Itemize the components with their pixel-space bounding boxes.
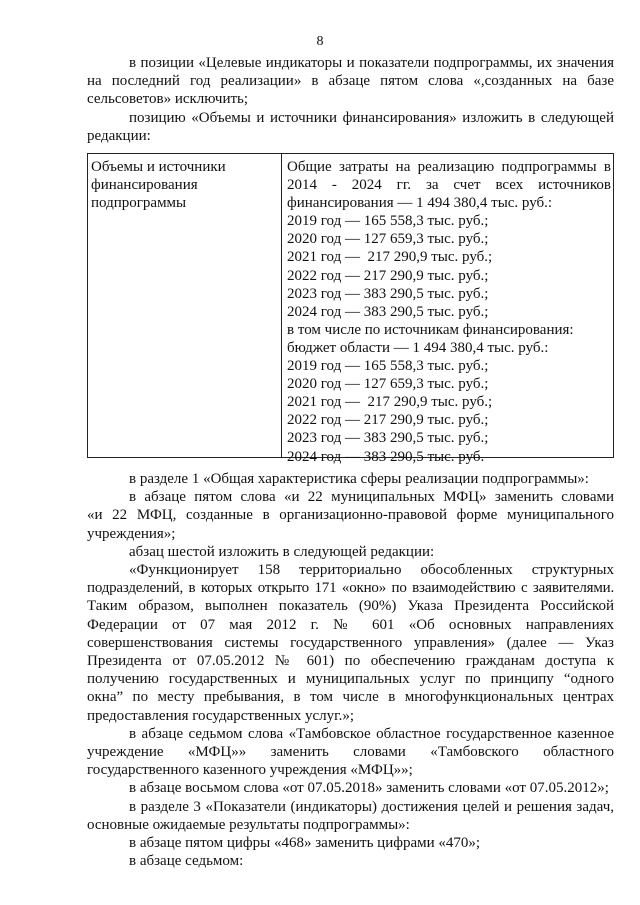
year-total-line: 2021 год — 217 290,9 тыс. руб.;: [287, 249, 493, 266]
total-cost-line: Общие затраты на реализацию подпрограммы в: [287, 159, 611, 175]
intro-paragraph-1-line-2: на последний год реализации» в абзаце пятом слова «,созданных на базе: [87, 73, 614, 90]
intro-paragraph-1-line-1: в позиции «Целевые индикаторы и показатели подпрограммы, их значения: [129, 55, 614, 71]
quote-line: подразделений, в которых открыто 171 «окно» по взаимодействию с заявителями.: [87, 580, 614, 597]
table-column-divider: [281, 154, 282, 457]
body-block: [87, 470, 614, 870]
year-total-line: 2020 год — 127 659,3 тыс. руб.;: [287, 231, 489, 248]
par7-line-3: государственного казенного учреждения «МФЦ»»;: [87, 762, 413, 779]
quote-line: окна” по месту пребывания, в том числе в многофункциональных центрах: [87, 689, 614, 706]
year-regional-line: 2020 год — 127 659,3 тыс. руб.;: [287, 376, 489, 393]
section3-line-2: основные ожидаемые результаты подпрограммы»:: [87, 816, 410, 833]
left-cell-line: финансирования: [91, 177, 198, 194]
par8-line: в абзаце восьмом слова «от 07.05.2018» заменить словами «от 07.05.2012»;: [129, 780, 609, 797]
section1-par5-line-1: в абзаце пятом слова «и 22 муниципальных МФЦ» заменить словами: [129, 489, 614, 506]
year-regional-line: 2021 год — 217 290,9 тыс. руб.;: [287, 394, 493, 411]
page-number: 8: [316, 34, 324, 49]
intro-block: [87, 54, 614, 145]
finance-table: [87, 153, 614, 465]
year-regional-line: 2024 год — 383 290,5 тыс. руб.: [287, 448, 485, 465]
intro-paragraph-1-line-3: сельсоветов» исключить;: [87, 91, 249, 108]
intro-paragraph-2-line-2: редакции:: [87, 127, 151, 144]
section1-heading: в разделе 1 «Общая характеристика сферы реализации подпрограммы»:: [129, 471, 589, 487]
year-total-line: 2023 год — 383 290,5 тыс. руб.;: [287, 285, 489, 302]
quote-line: Федерации от 07 мая 2012 г. № 601 «Об основных направлениях: [87, 616, 614, 633]
table-left-cell: [91, 158, 276, 213]
left-cell-line: Объемы и источники: [91, 159, 226, 175]
quote-line: совершенствования системы государственного управления» (далее — Указ: [87, 634, 614, 651]
year-regional-line: 2022 год — 217 290,9 тыс. руб.;: [287, 412, 489, 429]
section1-par5-line-3: учреждения»;: [87, 525, 176, 542]
year-regional-line: 2023 год — 383 290,5 тыс. руб.;: [287, 430, 489, 447]
quote-line: Президента от 07.05.2012 № 601) по обеспечению гражданам доступа к: [87, 653, 614, 670]
section1-par5-line-2: «и 22 МФЦ, созданные в организационно-правовой форме муниципального: [87, 507, 614, 524]
total-cost-line: финансирования — 1 494 380,4 тыс. руб.:: [287, 195, 553, 212]
regional-budget-line: бюджет области — 1 494 380,4 тыс. руб.:: [287, 339, 549, 356]
quote-line: Таким образом, выполнен показатель (90%) Указа Президента Российской: [87, 598, 614, 615]
year-total-line: 2022 год — 217 290,9 тыс. руб.;: [287, 267, 489, 284]
left-cell-line: подпрограммы: [91, 195, 187, 212]
sources-heading: в том числе по источникам финансирования:: [287, 321, 574, 338]
year-total-line: 2024 год — 383 290,5 тыс. руб.;: [287, 303, 489, 320]
quote-line: получению государственных и муниципальных услуг по принципу “одного: [87, 671, 614, 688]
quote-line: «Функционирует 158 территориально обособленных структурных: [129, 562, 614, 579]
total-cost-line: 2014 - 2024 гг. за счет всех источников: [287, 177, 611, 194]
section3-par7: в абзаце седьмом:: [129, 853, 244, 870]
par6-heading: абзац шестой изложить в следующей редакции:: [129, 543, 435, 560]
year-regional-line: 2019 год — 165 558,3 тыс. руб.;: [287, 358, 489, 375]
section3-line-1: в разделе 3 «Показатели (индикаторы) достижения целей и решения задач,: [129, 798, 614, 815]
par7-line-1: в абзаце седьмом слова «Тамбовское областное государственное казенное: [129, 725, 614, 742]
par7-line-2: учреждение «МФЦ»» заменить словами «Тамбовского областного: [87, 744, 614, 761]
table-right-cell: [287, 158, 611, 466]
section3-par5: в абзаце пятом цифры «468» заменить цифрами «470»;: [129, 835, 481, 852]
intro-paragraph-2-line-1: позицию «Объемы и источники финансирования» изложить в следующей: [129, 109, 614, 126]
quote-line: предоставления государственных услуг.»;: [87, 707, 355, 724]
year-total-line: 2019 год — 165 558,3 тыс. руб.;: [287, 213, 489, 230]
